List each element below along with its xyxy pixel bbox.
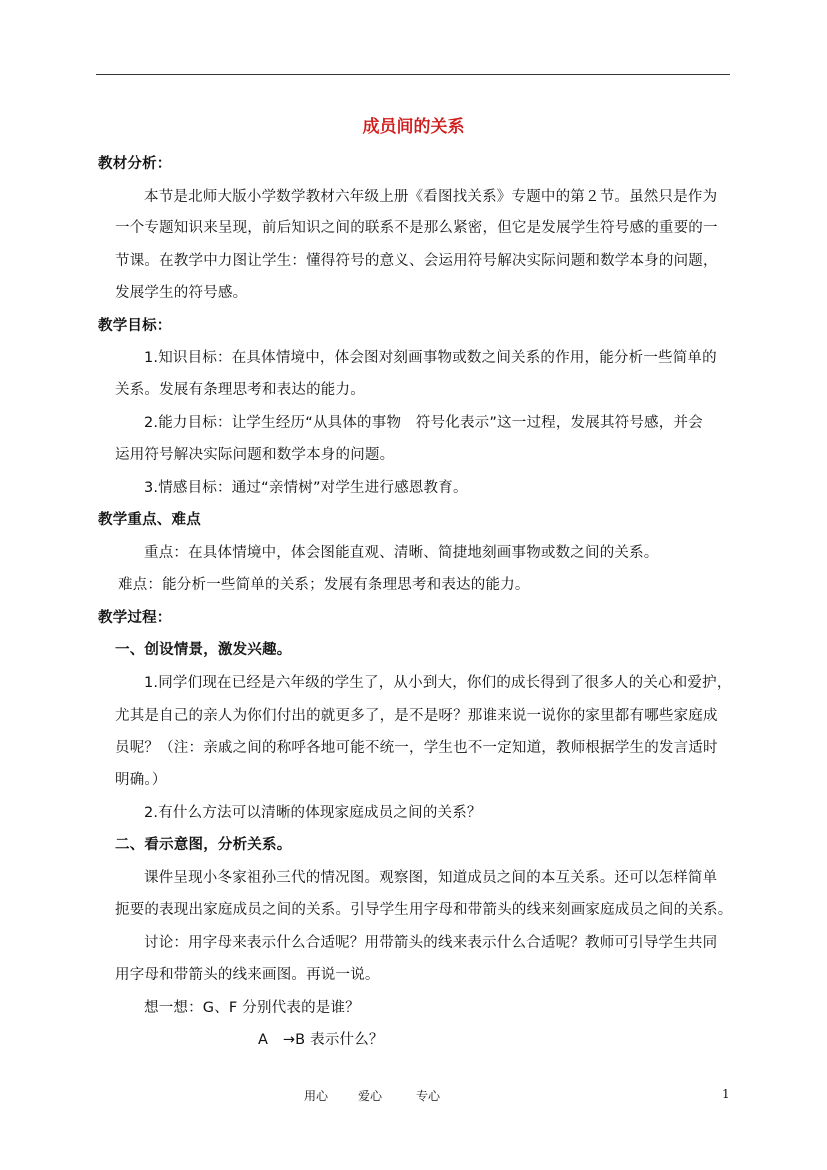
paragraph-line: 运用符号解决实际问题和数学本身的问题。 <box>115 447 395 463</box>
page-number: 1 <box>722 1087 730 1101</box>
paragraph-line: 讨论：用字母来表示什么合适呢？用带箭头的线来表示什么合适呢？教师可引导学生共同 <box>144 935 718 951</box>
paragraph-line: 重点：在具体情境中，体会图能直观、清晰、简捷地刻画事物或数之间的关系。 <box>144 545 659 561</box>
paragraph-line: 想一想：G、F 分别代表的是谁？ <box>144 1000 360 1016</box>
paragraph-line: 1.同学们现在已经是六年级的学生了，从小到大，你们的成长得到了很多人的关心和爱护， <box>144 675 732 691</box>
paragraph-line: 发展学生的符号感。 <box>115 285 248 301</box>
section-heading-1: 一、创设情景，激发兴趣。 <box>115 642 292 658</box>
paragraph-line: 一个专题知识来呈现，前后知识之间的联系不是那么紧密，但它是发展学生符号感的重要的一 <box>115 220 718 236</box>
document-title: 成员间的关系 <box>362 117 465 137</box>
paragraph-line: 节课。在教学中力图让学生：懂得符号的意义、会运用符号解决实际问题和数学本身的问题， <box>115 253 718 269</box>
paragraph-line: A →B 表示什么？ <box>258 1032 384 1048</box>
paragraph-line: 员呢？（注：亲戚之间的称呼各地可能不统一，学生也不一定知道，教师根据学生的发言适时 <box>115 740 718 756</box>
paragraph-line: 明确。） <box>115 772 167 788</box>
paragraph-line: 难点：能分析一些简单的关系；发展有条理思考和表达的能力。 <box>118 577 530 593</box>
paragraph-line: 扼要的表现出家庭成员之间的关系。引导学生用字母和带箭头的线来刻画家庭成员之间的关系。 <box>115 902 733 918</box>
footer-item: 专心 <box>416 1089 441 1103</box>
heading-material-analysis: 教材分析： <box>98 156 172 172</box>
footer-item: 爱心 <box>358 1089 383 1103</box>
paragraph-line: 用字母和带箭头的线来画图。再说一说。 <box>115 967 380 983</box>
paragraph-line: 2.有什么方法可以清晰的体现家庭成员之间的关系？ <box>144 805 482 821</box>
heading-key-points: 教学重点、难点 <box>98 512 201 528</box>
paragraph-line: 课件呈现小冬家祖孙三代的情况图。观察图，知道成员之间的本互关系。还可以怎样简单 <box>144 870 718 886</box>
paragraph-line: 1.知识目标：在具体情境中，体会图对刻画事物或数之间关系的作用，能分析一些简单的 <box>144 350 717 366</box>
paragraph-line: 3.情感目标：通过“亲情树”对学生进行感恩教育。 <box>144 480 468 496</box>
heading-teaching-goals: 教学目标： <box>98 318 172 334</box>
footer-item: 用心 <box>304 1089 329 1103</box>
paragraph-line: 尤其是自己的亲人为你们付出的就更多了，是不是呀？那谁来说一说你的家里都有哪些家庭成 <box>115 708 718 724</box>
paragraph-line: 本节是北师大版小学数学教材六年级上册《看图找关系》专题中的第２节。虽然只是作为 <box>144 189 718 205</box>
paragraph-line: 2.能力目标：让学生经历“从具体的事物 符号化表示”这一过程，发展其符号感，并会 <box>144 415 703 431</box>
section-heading-2: 二、看示意图，分析关系。 <box>115 837 292 853</box>
header-rule <box>96 74 730 75</box>
heading-teaching-process: 教学过程： <box>98 610 172 626</box>
paragraph-line: 关系。发展有条理思考和表达的能力。 <box>115 382 365 398</box>
